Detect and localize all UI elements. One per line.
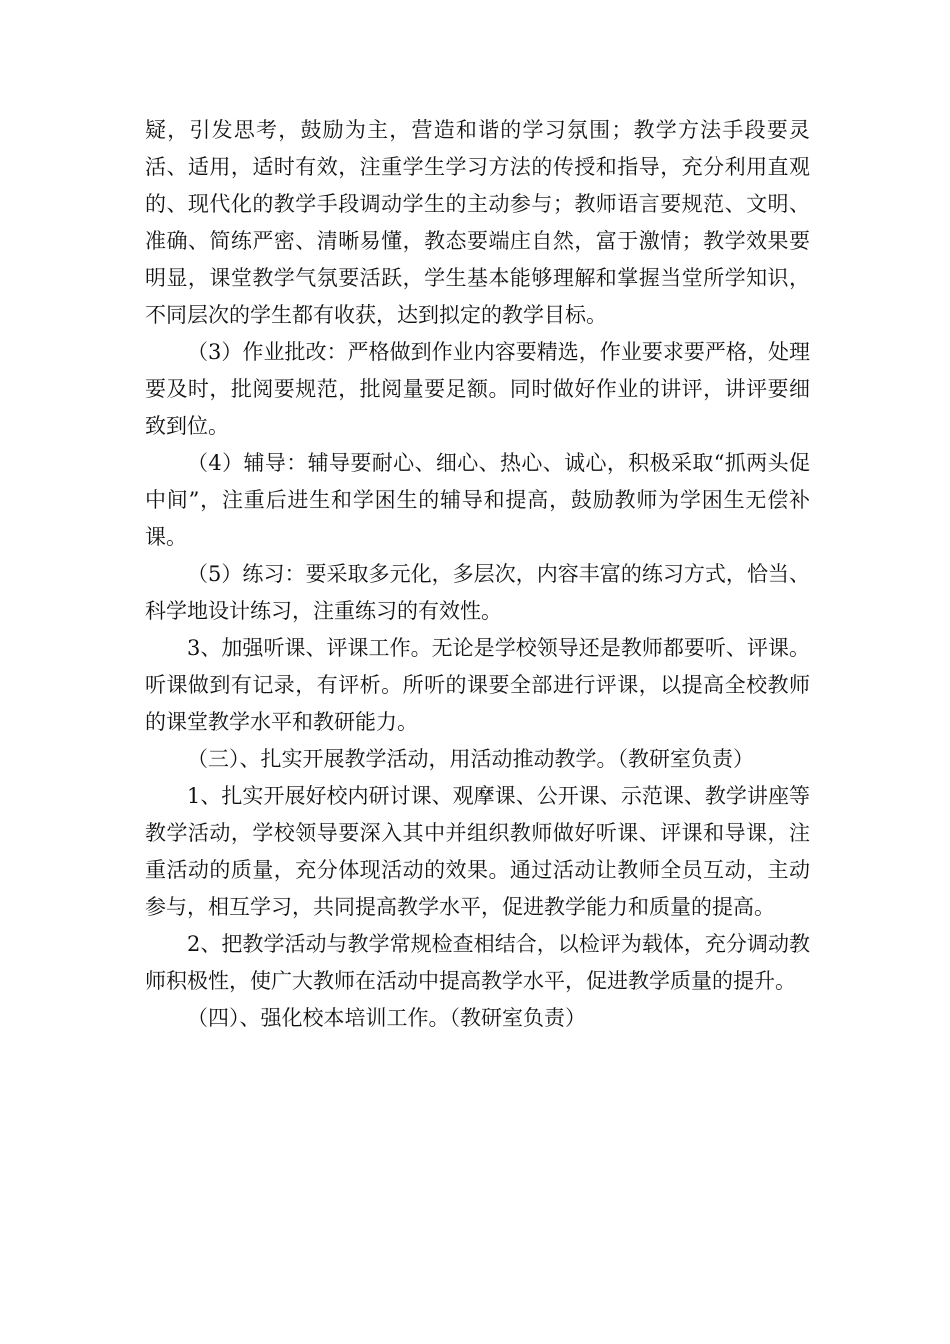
paragraph-continued-teaching-methods: 疑，引发思考，鼓励为主，营造和谐的学习氛围；教学方法手段要灵活、适用，适时有效，注重学生学习方法的传授和指导，充分利用直观的、现代化的教学手段调动学生的主动参与；教师语言要规范、文明、准确、简练严密、清晰易懂，教态要端庄自然，富于激情；教学效果要明显，课堂教学气氛要活跃，学生基本能够理解和掌握当堂所学知识，不同层次的学生都有收获，达到拟定的教学目标。	[145, 118, 810, 327]
paragraph-activity-inspection: 2、把教学活动与教学常规检查相结合，以检评为载体，充分调动教师积极性，使广大教师在活动中提高教学水平，促进教学质量的提升。	[145, 932, 810, 993]
section-heading-school-training: （四）、强化校本培训工作。（教研室负责）	[187, 1006, 586, 1030]
document-body	[145, 112, 810, 1037]
paragraph-lesson-observation: 3、加强听课、评课工作。无论是学校领导还是教师都要听、评课。听课做到有记录，有评析。所听的课要全部进行评课，以提高全校教师的课堂教学水平和教研能力。	[145, 636, 810, 734]
section-heading-teaching-activities: （三）、扎实开展教学活动，用活动推动教学。（教研室负责）	[187, 747, 754, 771]
paragraph-tutoring: （4）辅导：辅导要耐心、细心、热心、诚心，积极采取“抓两头促中间”，注重后进生和学困生的辅导和提高，鼓励教师为学困生无偿补课。	[145, 451, 810, 549]
paragraph-school-activities: 1、扎实开展好校内研讨课、观摩课、公开课、示范课、教学讲座等教学活动，学校领导要深入其中并组织教师做好听课、评课和导课，注重活动的质量，充分体现活动的效果。通过活动让教师全员互动，主动参与，相互学习，共同提高教学水平，促进教学能力和质量的提高。	[145, 784, 810, 919]
paragraph-practice: （5）练习：要采取多元化，多层次，内容丰富的练习方式，恰当、科学地设计练习，注重练习的有效性。	[145, 562, 810, 623]
paragraph-homework-grading: （3）作业批改：严格做到作业内容要精选，作业要求要严格，处理要及时，批阅要规范，批阅量要足额。同时做好作业的讲评，讲评要细致到位。	[145, 340, 810, 438]
